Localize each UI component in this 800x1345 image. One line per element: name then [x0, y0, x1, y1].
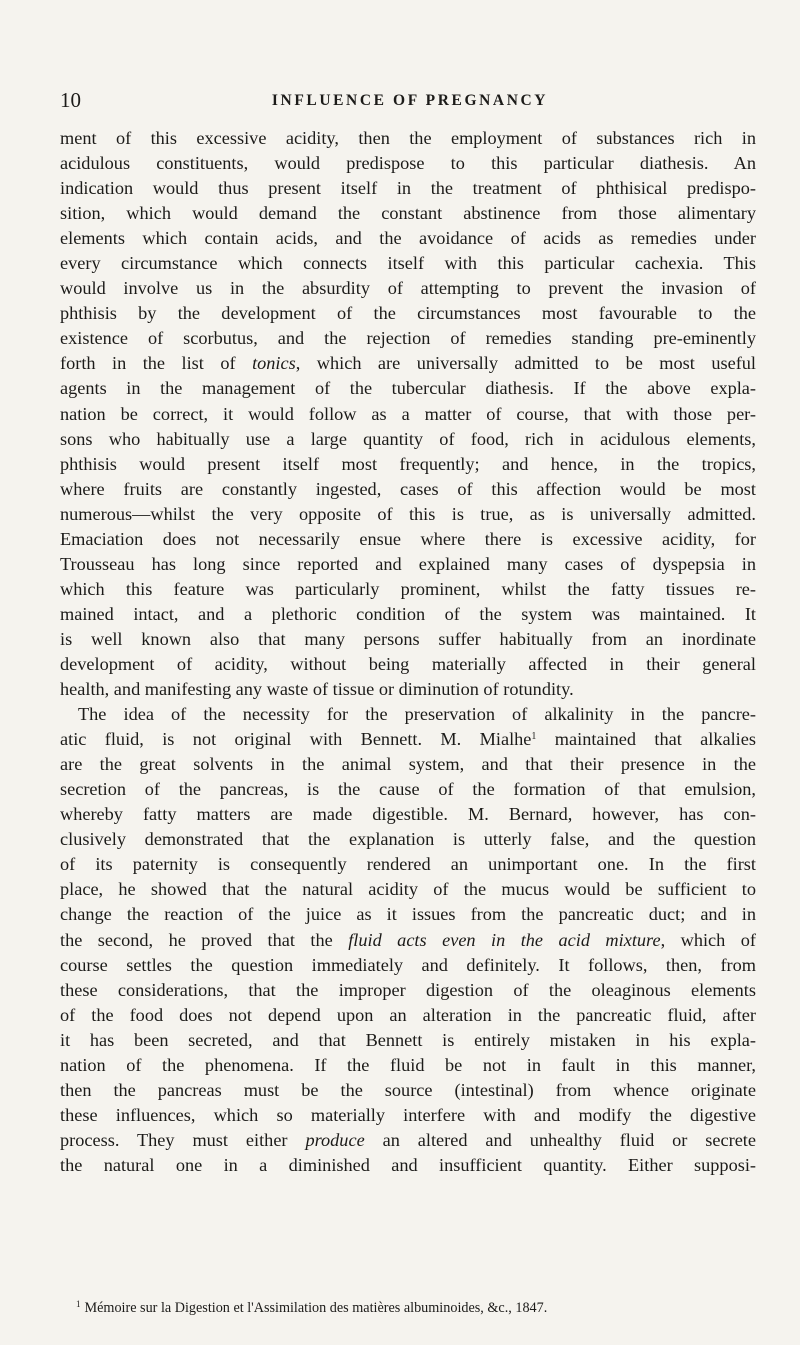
text-line: the natural one in a diminished and insufficient quantity. Either supposi-	[60, 1154, 756, 1175]
text-line: of its paternity is consequently rendered an unimportant one. In the first	[60, 854, 756, 875]
text-line: secretion of the pancreas, is the cause of the formation of that emulsion,	[60, 779, 756, 800]
text-line: phthisis by the development of the circumstances most favourable to the	[60, 303, 756, 324]
text-line: clusively demonstrated that the explanation is utterly false, and the question	[60, 829, 756, 850]
text-segment: process. They must either	[60, 1129, 288, 1150]
text-line: indication would thus present itself in the treatment of phthisical predispo-	[60, 178, 756, 199]
text-line: nation of the phenomena. If the fluid be not in fault in this manner,	[60, 1054, 756, 1075]
text-segment: , which are universally admitted to be most useful	[295, 353, 756, 374]
text-line-fluid	[60, 928, 756, 953]
text-line: where fruits are constantly ingested, cases of this affection would be most	[60, 478, 756, 499]
page-header	[60, 88, 760, 116]
text-line: would involve us in the absurdity of attempting to prevent the invasion of	[60, 278, 756, 299]
text-line-produce	[60, 1128, 756, 1153]
text-line: acidulous constituents, would predispose to this particular diathesis. An	[60, 153, 756, 174]
footnote-mark: 1	[76, 1299, 81, 1309]
text-line: course settles the question immediately and definitely. It follows, then, from	[60, 954, 756, 975]
text-line: place, he showed that the natural acidity of the mucus would be sufficient to	[60, 879, 756, 900]
text-segment: the second, he proved that the	[60, 929, 333, 950]
text-line: change the reaction of the juice as it issues from the pancreatic duct; and in	[60, 904, 756, 925]
text-segment: , which of	[660, 929, 756, 950]
text-line: elements which contain acids, and the avoidance of acids as remedies under	[60, 228, 756, 249]
text-line: Trousseau has long since reported and explained many cases of dyspepsia in	[60, 553, 756, 574]
text-line: is well known also that many persons suffer habitually from an inordinate	[60, 628, 756, 649]
text-line: then the pancreas must be the source (intestinal) from whence originate	[60, 1079, 756, 1100]
text-segment: atic fluid, is not original with Bennett. M. Mialhe	[60, 729, 532, 750]
text-line: numerous—whilst the very opposite of this is true, as is universally admitted.	[60, 503, 756, 524]
text-segment: forth in the list of	[60, 353, 236, 374]
text-line: phthisis would present itself most frequently; and hence, in the tropics,	[60, 453, 756, 474]
text-line: of the food does not depend upon an alteration in the pancreatic fluid, after	[60, 1004, 756, 1025]
footnote	[76, 1294, 766, 1318]
text-line: these considerations, that the improper digestion of the oleaginous elements	[60, 979, 756, 1000]
text-line: health, and manifesting any waste of tissue or diminution of rotundity.	[60, 679, 574, 700]
text-line-mialhe	[60, 727, 756, 752]
text-line-tonics	[60, 351, 756, 376]
body-text	[60, 126, 756, 1178]
text-line: mained intact, and a plethoric condition of the system was maintained. It	[60, 603, 756, 624]
text-line: whereby fatty matters are made digestible. M. Bernard, however, has con-	[60, 804, 756, 825]
italic-produce: produce	[305, 1129, 365, 1150]
text-line: are the great solvents in the animal system, and that their presence in the	[60, 754, 756, 775]
footnote-reference: 1	[531, 731, 537, 743]
paragraph-start-line: The idea of the necessity for the preservation of alkalinity in the pancre-	[78, 704, 756, 725]
text-line: which this feature was particularly prominent, whilst the fatty tissues re-	[60, 578, 756, 599]
text-line: every circumstance which connects itself with this particular cachexia. This	[60, 253, 756, 274]
text-line: nation be correct, it would follow as a matter of course, that with those per-	[60, 403, 756, 424]
text-line: it has been secreted, and that Bennett is entirely mistaken in his expla-	[60, 1029, 756, 1050]
footnote-text: Mémoire sur la Digestion et l'Assimilation des matières albuminoides, &c., 1847.	[84, 1300, 548, 1316]
page-number: 10	[60, 88, 81, 112]
text-line: ment of this excessive acidity, then the employment of substances rich in	[60, 128, 756, 148]
text-line: agents in the management of the tubercular diathesis. If the above expla-	[60, 378, 756, 399]
text-line: Emaciation does not necessarily ensue where there is excessive acidity, for	[60, 528, 756, 549]
text-line: development of acidity, without being materially affected in their general	[60, 653, 756, 674]
italic-tonics: tonics	[252, 353, 296, 374]
text-line: existence of scorbutus, and the rejection of remedies standing pre-eminently	[60, 328, 756, 349]
text-line: sons who habitually use a large quantity of food, rich in acidulous elements,	[60, 428, 756, 449]
text-line: these influences, which so materially interfere with and modify the digestive	[60, 1104, 756, 1125]
italic-fluid-acts: fluid acts even in the acid mixture	[348, 929, 661, 950]
running-head: INFLUENCE OF PREGNANCY	[271, 92, 549, 109]
text-segment: maintained that alkalies	[536, 729, 756, 750]
text-line: sition, which would demand the constant abstinence from those alimentary	[60, 203, 756, 224]
text-segment: an altered and unhealthy fluid or secrete	[364, 1129, 756, 1150]
